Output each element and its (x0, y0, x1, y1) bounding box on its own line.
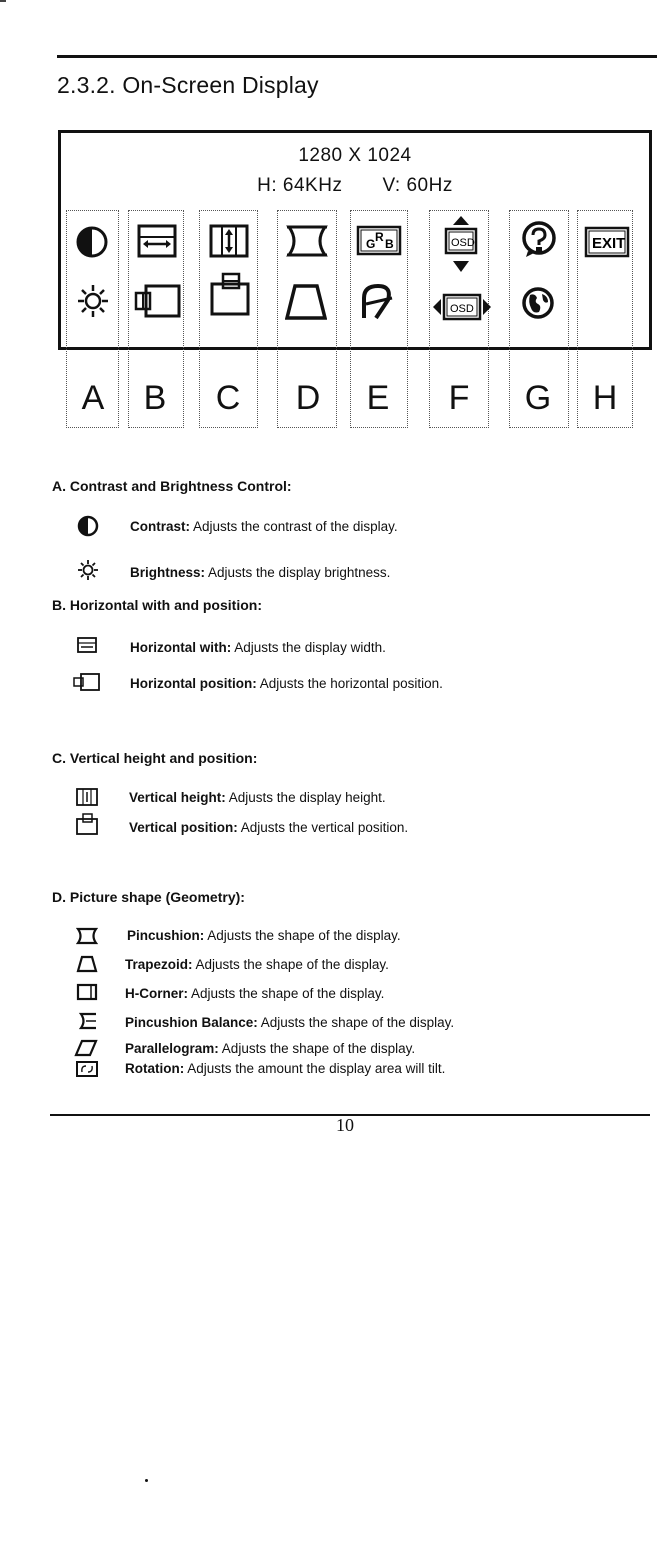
h-corner-description: H-Corner: Adjusts the shape of the display. (125, 986, 385, 1001)
top-rule (57, 55, 657, 58)
svg-text:B: B (385, 237, 394, 251)
page-title: 2.3.2. On-Screen Display (57, 72, 319, 98)
horizontal-width-icon (77, 637, 97, 653)
svg-text:OSD: OSD (451, 237, 475, 249)
pincushion-description: Pincushion: Adjusts the shape of the display. (127, 928, 401, 943)
brightness-description: Brightness: Adjusts the display brightness. (130, 565, 391, 580)
svg-text:G: G (366, 237, 376, 251)
color-grb-icon[interactable] (356, 224, 402, 258)
svg-text:OSD: OSD (450, 303, 474, 315)
column-label-c: C (215, 379, 241, 417)
color-temperature-icon[interactable] (358, 282, 398, 322)
language-help-icon[interactable] (520, 221, 558, 259)
vertical-position-description: Vertical position: Adjusts the vertical position. (129, 820, 409, 835)
osd-horizontal-position-icon[interactable] (431, 292, 493, 322)
h-frequency: H: 64KHz (257, 175, 343, 196)
vertical-height-icon (76, 788, 98, 806)
section-d-heading: D. Picture shape (Geometry): (52, 889, 245, 905)
rotation-description: Rotation: Adjusts the amount the display area will tilt. (125, 1061, 446, 1076)
column-label-b: B (143, 379, 167, 417)
section-b-heading: B. Horizontal with and position: (52, 597, 262, 613)
frequency-readout (61, 175, 649, 197)
vertical-position-icon[interactable] (209, 272, 251, 316)
column-label-g: G (524, 379, 552, 417)
horizontal-width-icon[interactable] (137, 224, 177, 258)
brightness-icon (77, 559, 99, 581)
column-label-e: E (366, 379, 390, 417)
pincushion-balance-description: Pincushion Balance: Adjusts the shape of the display. (125, 1015, 455, 1030)
trapezoid-icon (76, 955, 98, 973)
column-label-f: F (448, 379, 470, 417)
horizontal-position-icon[interactable] (134, 284, 182, 318)
v-frequency: V: 60Hz (382, 175, 453, 196)
column-label-a: A (81, 379, 105, 417)
parallelogram-icon (74, 1039, 98, 1057)
section-a-heading: A. Contrast and Brightness Control: (52, 478, 292, 494)
pincushion-icon (76, 927, 98, 945)
rotation-icon (76, 1060, 98, 1078)
pincushion-icon[interactable] (285, 224, 329, 258)
globe-icon[interactable] (521, 286, 555, 320)
pincushion-balance-icon (76, 1012, 98, 1030)
brightness-icon[interactable] (77, 283, 109, 319)
contrast-icon (77, 515, 99, 537)
trapezoid-icon[interactable] (285, 283, 327, 321)
h-corner-icon (76, 983, 98, 1001)
section-c-heading: C. Vertical height and position: (52, 750, 258, 766)
resolution-readout: 1280 X 1024 (298, 145, 412, 166)
contrast-description: Contrast: Adjusts the contrast of the display. (130, 519, 398, 534)
osd-vertical-position-icon[interactable] (442, 214, 480, 274)
contrast-icon[interactable] (75, 225, 109, 259)
horizontal-position-icon (73, 673, 101, 691)
page-number: 10 (336, 1115, 354, 1135)
stray-mark (145, 1479, 148, 1482)
horizontal-width-description: Horizontal with: Adjusts the display width. (130, 640, 386, 655)
column-label-h: H (592, 379, 618, 417)
parallelogram-description: Parallelogram: Adjusts the shape of the display. (125, 1041, 416, 1056)
horizontal-position-description: Horizontal position: Adjusts the horizontal position. (130, 676, 443, 691)
svg-text:R: R (375, 230, 384, 244)
exit-icon[interactable] (584, 226, 630, 258)
exit-label: EXIT (592, 235, 626, 252)
scan-artifact (0, 0, 6, 2)
trapezoid-description: Trapezoid: Adjusts the shape of the display. (125, 957, 389, 972)
vertical-height-description: Vertical height: Adjusts the display height. (129, 790, 386, 805)
column-label-d: D (295, 379, 321, 417)
vertical-height-icon[interactable] (209, 224, 249, 258)
vertical-position-icon (76, 813, 98, 835)
